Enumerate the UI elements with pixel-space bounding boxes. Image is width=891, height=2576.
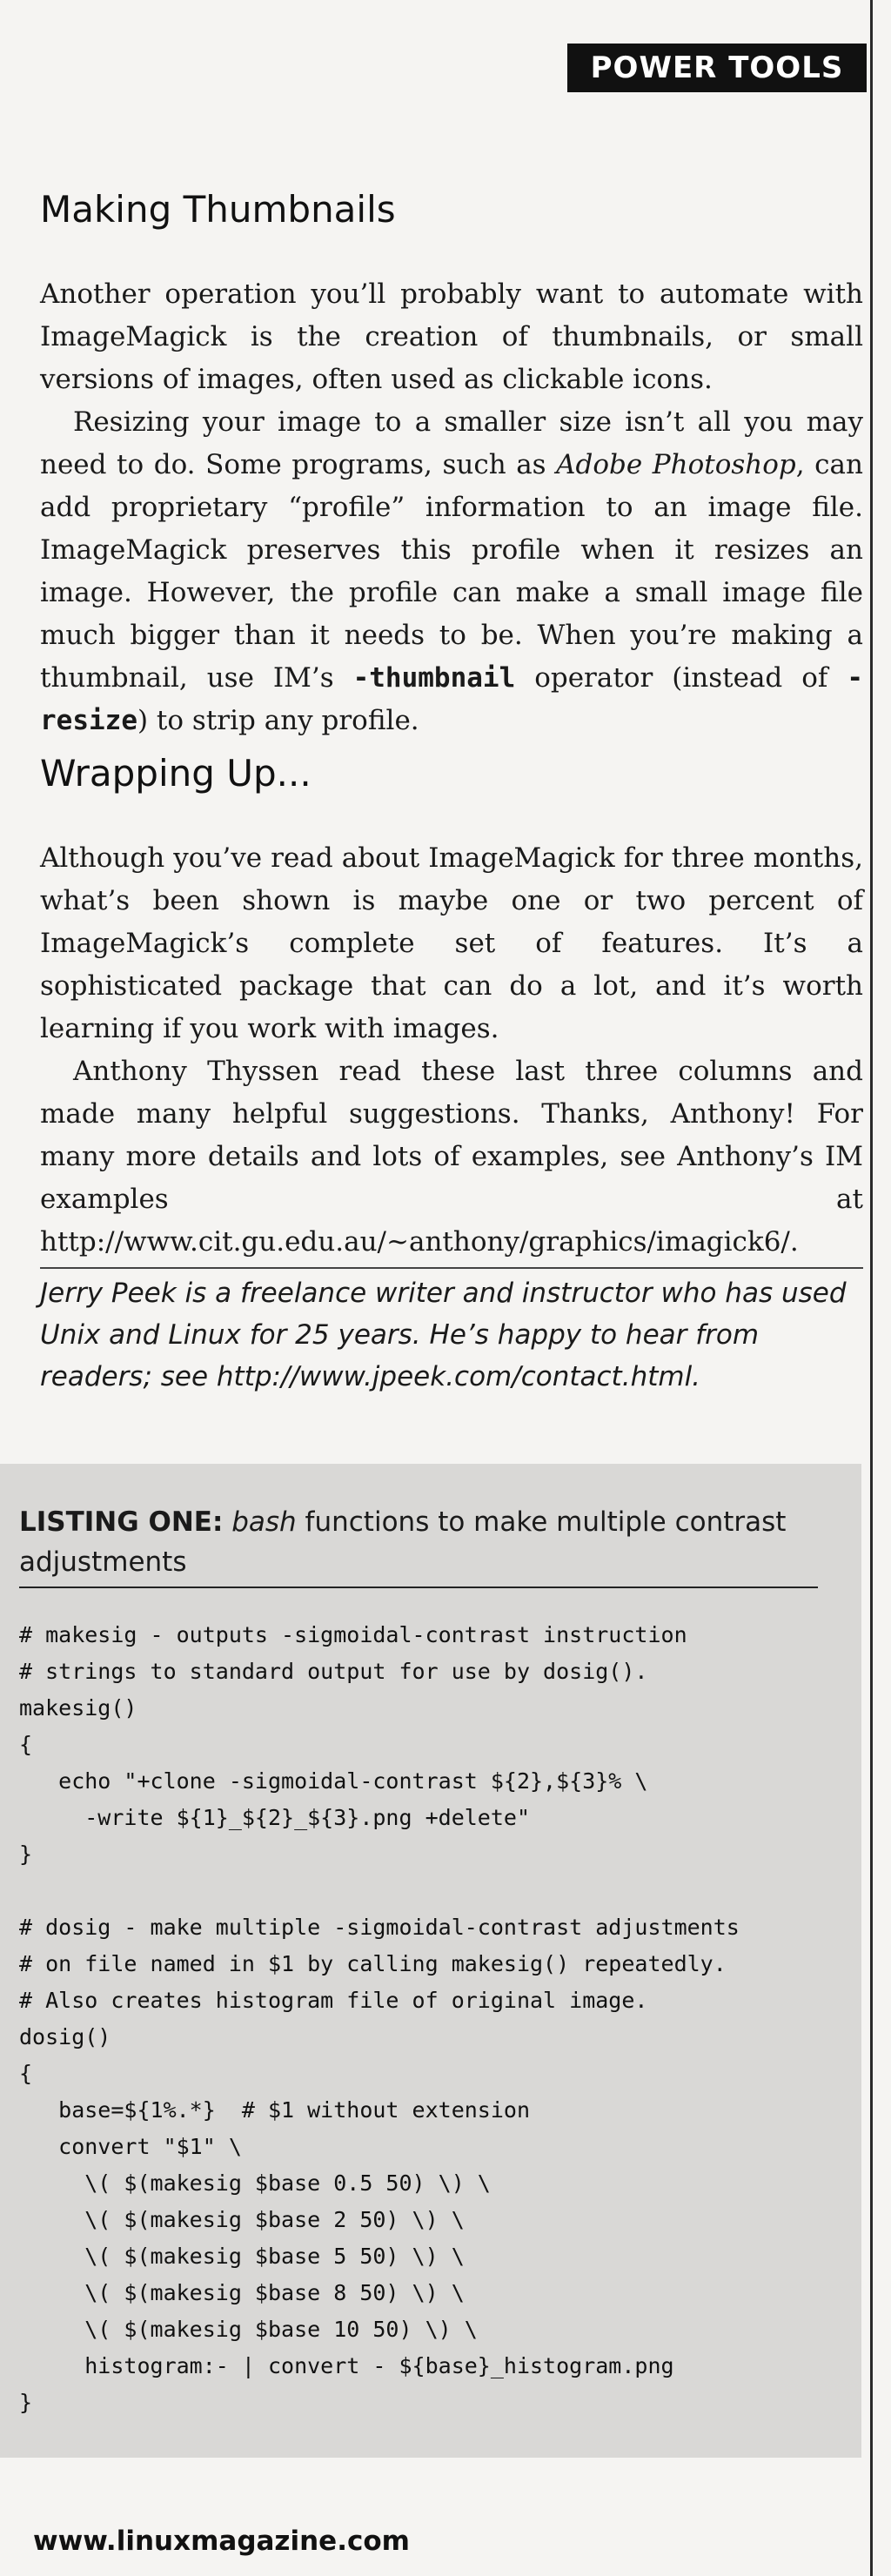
page-edge-rule — [870, 0, 873, 2576]
text-run: Resizing your image to a smaller size isn’t all you may need to do. Some programs, such as — [40, 406, 863, 480]
bio-divider — [40, 1267, 863, 1269]
section-wrapping-up-body — [40, 837, 863, 1264]
paragraph — [40, 401, 863, 742]
section-wrapping-up — [40, 752, 863, 795]
app-name: Adobe Photoshop — [556, 449, 796, 480]
paragraph: Although you’ve read about ImageMagick for three months, what’s been shown is maybe one or two percent of ImageMagick’s complete set of features. It’s a sophisticated package that can do a lot, and it’s worth learning if you work with images. — [40, 842, 863, 1044]
listing-title — [19, 1502, 811, 1582]
listing-caption: functions to make multiple contrast adjustments — [19, 1506, 787, 1578]
section-heading: Wrapping Up... — [40, 752, 312, 795]
inline-code: -thumbnail — [352, 662, 516, 694]
text-run: ) to strip any profile. — [137, 705, 419, 736]
text-run: operator (instead of — [515, 662, 847, 694]
listing-label: LISTING ONE: — [19, 1506, 224, 1538]
paragraph: Anthony Thyssen read these last three columns and made many helpful suggestions. Thanks, Anthony! For many more details and lots of examples, see Anthony’s IM examples at http://www.cit.gu.edu.au/~anthony/graphics/imagick6/. — [40, 1056, 863, 1258]
inline-code: -resize — [40, 662, 863, 736]
section-making-thumbnails-body — [40, 273, 863, 742]
section-tag: POWER TOOLS — [567, 44, 867, 92]
section-making-thumbnails — [40, 188, 863, 231]
listing-shell: bash — [231, 1506, 297, 1538]
author-bio: Jerry Peek is a freelance writer and instructor who has used Unix and Linux for 25 years. He’s happy to hear from readers; see http://www.jpeek.com/contact.html. — [40, 1278, 847, 1392]
text-run: , can add proprietary “profile” information to an image file. ImageMagick preserves this profile when it resizes an image. However, the profile can make a small image file much bigger than it needs to be. When you’re making a thumbnail, use IM’s — [40, 449, 863, 694]
section-heading: Making Thumbnails — [40, 188, 396, 231]
paragraph: Another operation you’ll probably want to automate with ImageMagick is the creation of thumbnails, or small versions of images, often used as clickable icons. — [40, 278, 863, 395]
listing-divider — [19, 1587, 818, 1588]
footer-url: www.linuxmagazine.com — [33, 2526, 410, 2557]
code-listing: # makesig - outputs -sigmoidal-contrast instruction # strings to standard output for use by dosig(). makesig() { echo "+clone -sigmoidal-contrast ${2},${3}% \ -write ${1}_${2}_${3}.png +delete" } # dosig - make multiple -sigmoidal-contrast adjustments # on file named in $1 by calling makesig() repeatedly. # Also creates histogram file of original image. dosig() { base=${1%.*} # $1 without extension convert "$1" \ \( $(makesig $base 0.5 50) \) \ \( $(makesig $base 2 50) \) \ \( $(makesig $base 5 50) \) \ \( $(makesig $base 8 50) \) \ \( $(makesig $base 10 50) \) \ histogram:- | convert - ${base}_histogram.png } — [19, 1622, 740, 2415]
